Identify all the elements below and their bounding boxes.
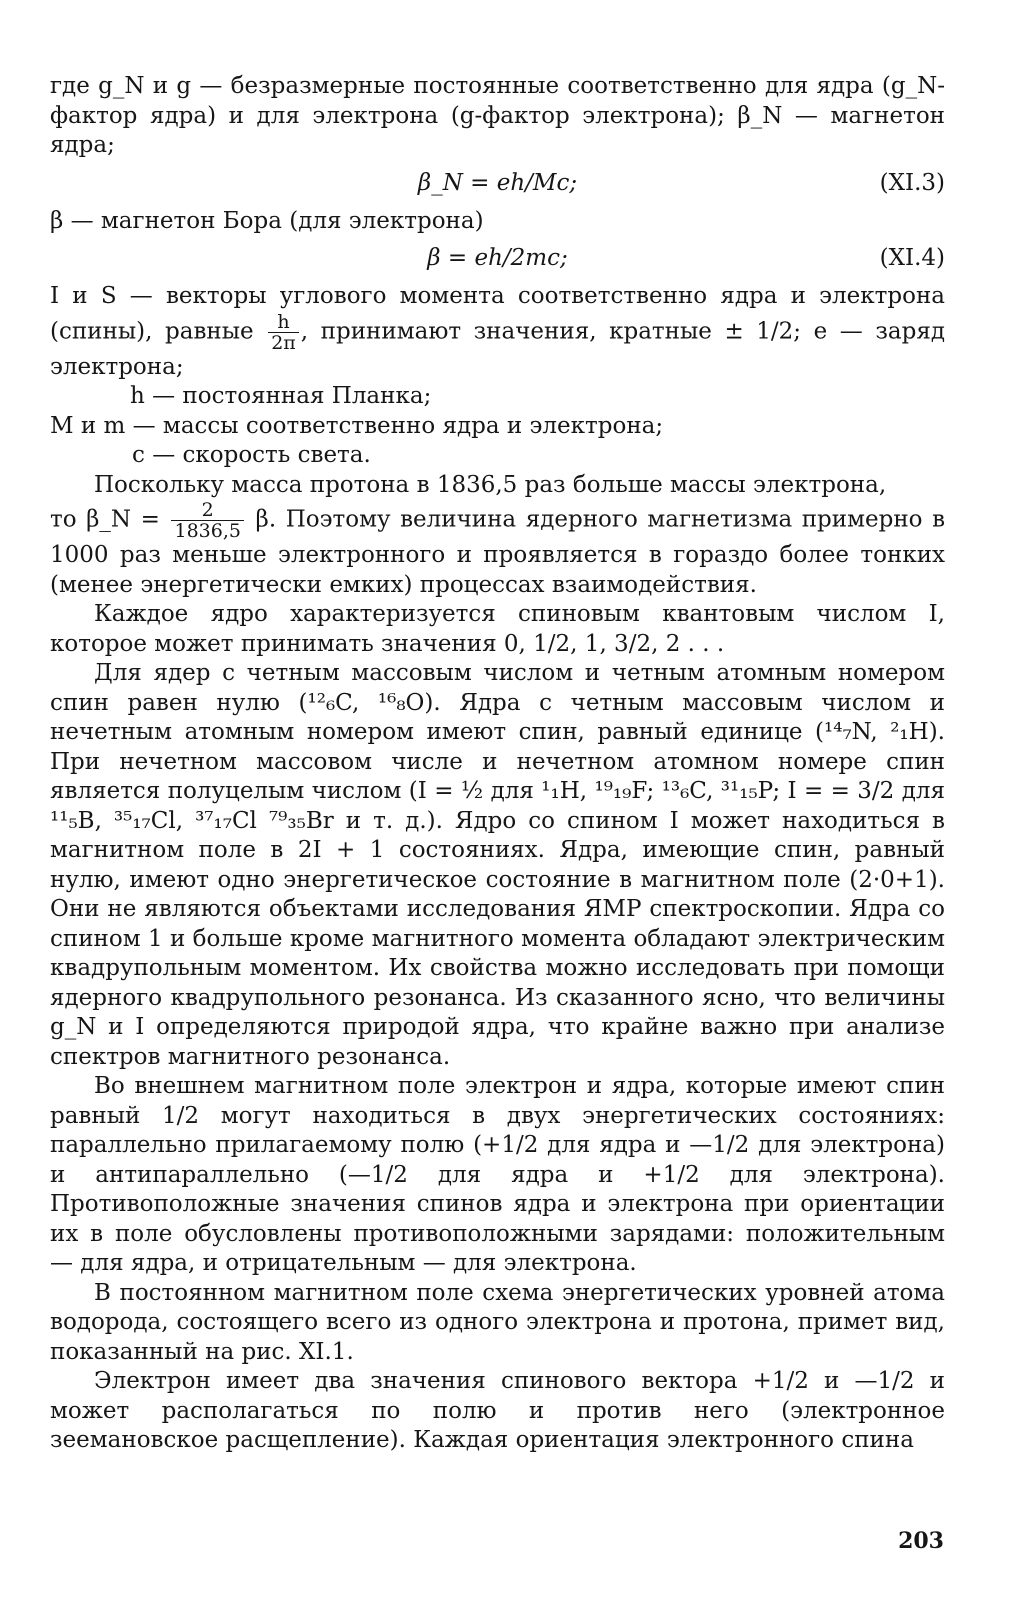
symbol-c-definition: c — скорость света. [132,442,371,468]
paragraph-electron-spin: Электрон имеет два значения спинового вектора +1/2 и —1/2 и может располагаться по полю и против него (электронное зеемановское расщепление). Каждая ориентация электронного спина [50,1368,945,1453]
fraction-numerator: 2 [171,500,243,521]
paragraph-bohr-magneton: β — магнетон Бора (для электрона) [50,207,484,234]
page-number: 203 [898,1528,944,1554]
paragraph-nuclear-magnetism [50,500,945,600]
paragraph-nuclear-spins: Для ядер с четным массовым числом и четным атомным номером спин равен нулю (¹²₆C, ¹⁶₈O). Ядра с четным массовым числом и нечетным атомным номером имеют спин, равный единице (¹⁴₇N, ²₁H). При нечетном массовом числе и нечетном атомном номере спин является полуцелым числом (I = ½ для ¹₁H, ¹⁹₁₉F; ¹³₆C, ³¹₁₅P; I = = 3/2 для ¹¹₅B, ³⁵₁₇Cl, ³⁷₁₇Cl ⁷⁹₃₅Br и т. д.). Ядро со спином I может находиться в магнитном поле в 2I + 1 состояниях. Ядра, имеющие спин, равный нулю, имеют одно энергетическое состояние в магнитном поле (2·0+1). Они не являются объектами исследования ЯМР спектроскопии. Ядра со спином 1 и больше кроме магнитного момента обладают электрическим квадрупольным моментом. Их свойства можно исследовать при помощи ядерного квадрупольного резонанса. Из сказанного ясно, что величины g_N и I определяются природой ядра, что крайне важно при анализе спектров магнитного резонанса. [50,660,945,1070]
paragraph-proton-mass: Поскольку масса протона в 1836,5 раз больше массы электрона, [94,471,887,498]
equation-xi-4 [50,238,945,280]
fraction-denominator: 1836,5 [174,520,241,542]
fraction-denominator: 2π [271,331,296,354]
paragraph-spin-quantum-number: Каждое ядро характеризуется спиновым квантовым числом I, которое может принимать значения 0, 1/2, 1, 3/2, 2 . . . [50,601,945,657]
symbol-masses-definition: M и m — массы соответственно ядра и электрона; [50,412,664,439]
paragraph-external-field: Во внешнем магнитном поле электрон и ядра, которые имеют спин равный 1/2 могут находиться в двух энергетических состояниях: параллельно прилагаемому полю (+1/2 для ядра и —1/2 для электрона) и антипараллельно (—1/2 для ядра и +1/2 для электрона). Противоположные значения спинов ядра и электрона при ориентации их в поле обусловлены противоположными зарядами: положительным — для ядра, и отрицательным — для электрона. [50,1073,945,1276]
paragraph-definitions: где g_N и g — безразмерные постоянные соответственно для ядра (g_N-фактор ядра) и для электрона (g-фактор электрона); β_N — магнетон ядра; [50,73,945,158]
text-span: , принимают значения, кратные ± 1/2; e — заряд электрона; [50,318,946,380]
paragraph-spin-vectors [50,282,945,382]
equation-number: (XI.3) [879,169,945,196]
fraction-numerator: h [268,312,299,333]
equation-formula: β = eh/2mc; [427,245,568,271]
equation-xi-3 [50,163,945,205]
equation-number: (XI.4) [879,245,945,271]
text-span: I и S — векторы углового момента соответственно ядра и электрона (спины), равные [50,283,945,344]
equation-formula: β_N = eh/Mc; [417,169,578,196]
symbol-h-definition: h — постоянная Планка; [130,383,432,409]
paragraph-energy-levels: В постоянном магнитном поле схема энергетических уровней атома водорода, состоящего всего из одного электрона и протона, примет вид, показанный на рис. XI.1. [50,1279,945,1365]
text-span: β. Поэтому величина ядерного магнетизма примерно в 1000 раз меньше электронного и проявляется в гораздо более тонких (менее энергетически емких) процессах взаимодействия. [50,506,946,598]
fraction-h-2pi [268,312,299,353]
fraction-2-1836 [171,500,243,541]
text-span: то β_N = [50,506,160,533]
page-body [50,72,945,1456]
